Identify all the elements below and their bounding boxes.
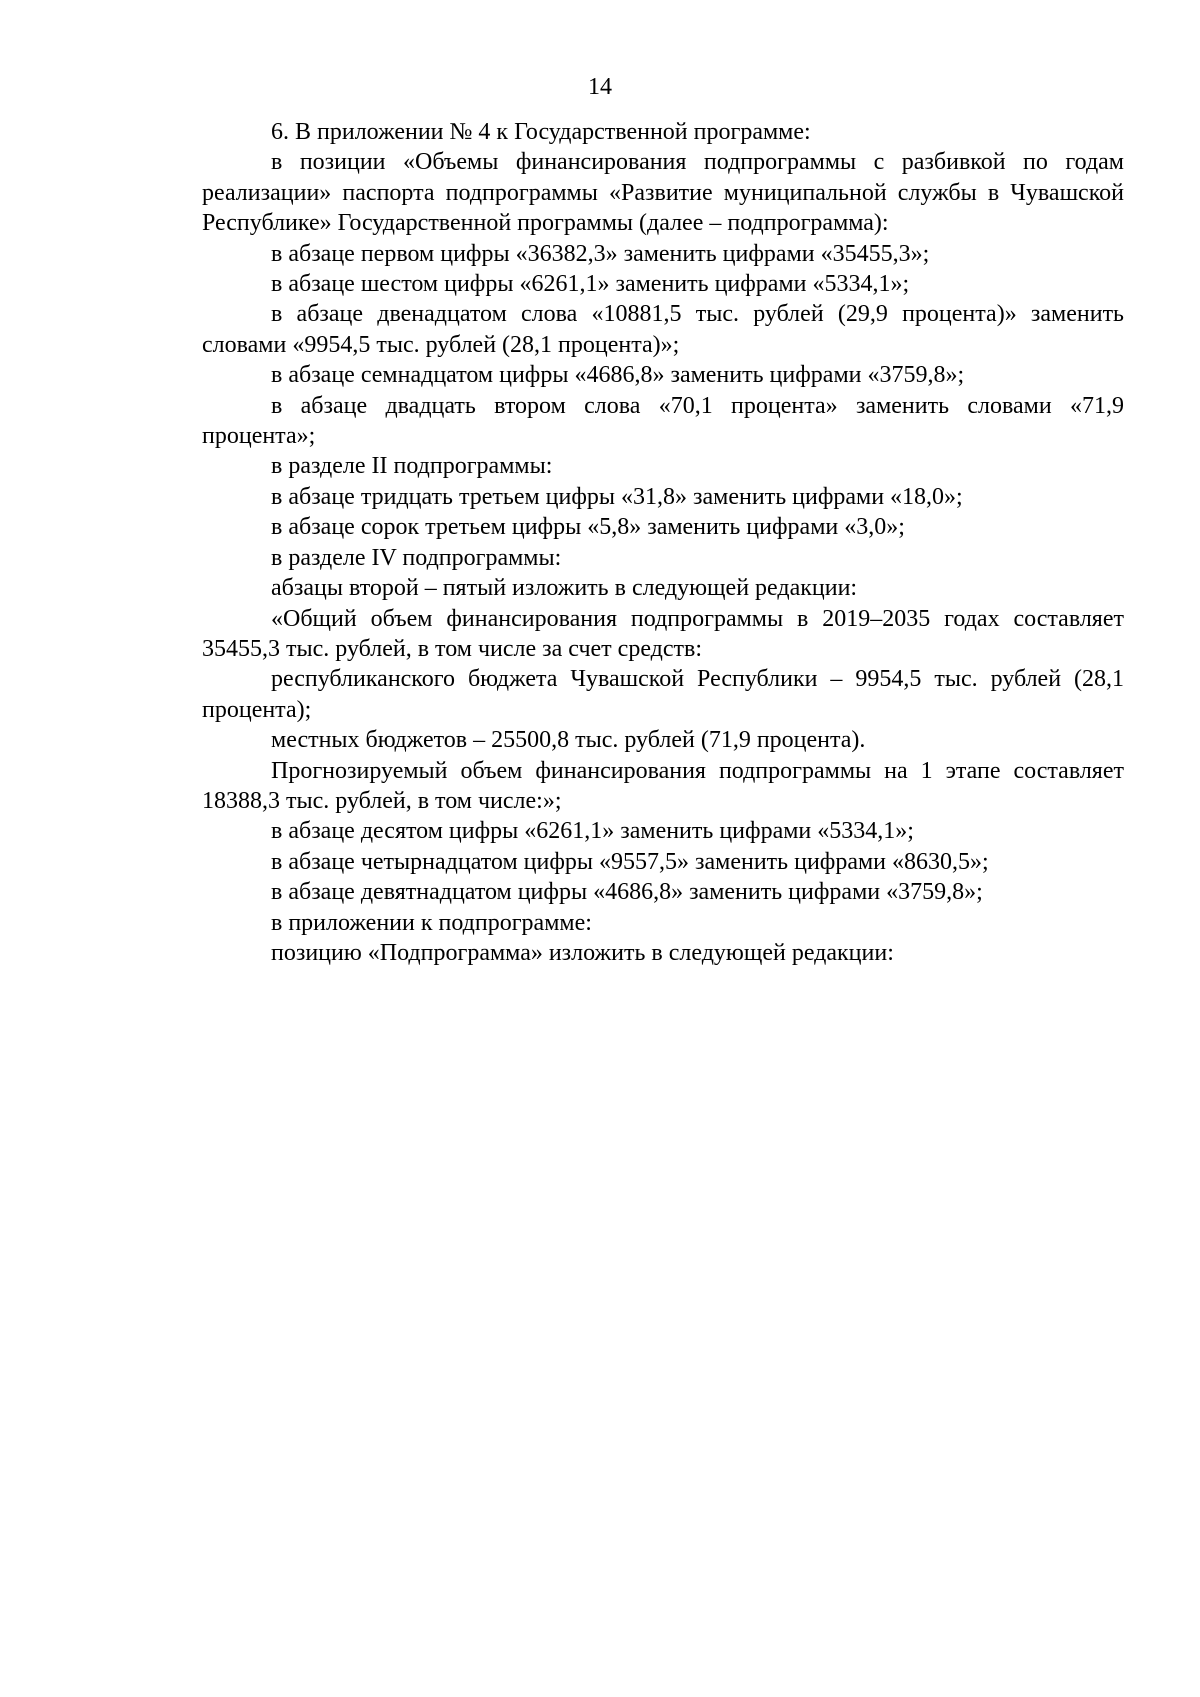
paragraph: в абзаце четырнадцатом цифры «9557,5» заменить цифрами «8630,5»; [271,848,989,875]
paragraph: 6. В приложении № 4 к Государственной программе: [271,119,811,145]
paragraph: позицию «Подпрограмма» изложить в следующей редакции: [271,939,894,966]
document-body [202,117,1124,968]
paragraph: в абзаце десятом цифры «6261,1» заменить цифрами «5334,1»; [271,818,914,845]
paragraph: в разделе IV подпрограммы: [271,544,562,571]
paragraph: «Общий объем финансирования подпрограммы в 2019–2035 годах составляет 35455,3 тыс. рублей, в том числе за счет средств: [202,605,1124,662]
paragraph: в позиции «Объемы финансирования подпрограммы с разбивкой по годам реализации» паспорта подпрограммы «Развитие муниципальной службы в Чувашской Республике» Государственной программы (далее – подпрограмма): [202,149,1124,237]
paragraph: в абзаце девятнадцатом цифры «4686,8» заменить цифрами «3759,8»; [271,879,983,906]
paragraph: в абзаце первом цифры «36382,3» заменить цифрами «35455,3»; [271,240,930,267]
paragraph: республиканского бюджета Чувашской Республики – 9954,5 тыс. рублей (28,1 процента); [202,666,1124,723]
paragraph: в абзаце тридцать третьем цифры «31,8» заменить цифрами «18,0»; [271,483,963,510]
page-number: 14 [588,74,612,100]
paragraph: в абзаце шестом цифры «6261,1» заменить цифрами «5334,1»; [271,271,910,298]
paragraph: абзацы второй – пятый изложить в следующей редакции: [271,575,858,602]
paragraph: местных бюджетов – 25500,8 тыс. рублей (71,9 процента). [271,727,866,754]
paragraph: в приложении к подпрограмме: [271,909,592,936]
paragraph: Прогнозируемый объем финансирования подпрограммы на 1 этапе составляет 18388,3 тыс. рублей, в том числе:»; [202,757,1124,814]
paragraph: в абзаце семнадцатом цифры «4686,8» заменить цифрами «3759,8»; [271,362,965,389]
paragraph: в абзаце двадцать втором слова «70,1 процента» заменить словами «71,9 процента»; [202,392,1124,450]
paragraph: в абзаце двенадцатом слова «10881,5 тыс. рублей (29,9 процента)» заменить словами «9954,5 тыс. рублей (28,1 процента)»; [202,301,1124,358]
paragraph: в абзаце сорок третьем цифры «5,8» заменить цифрами «3,0»; [271,514,905,541]
paragraph: в разделе II подпрограммы: [271,453,553,480]
